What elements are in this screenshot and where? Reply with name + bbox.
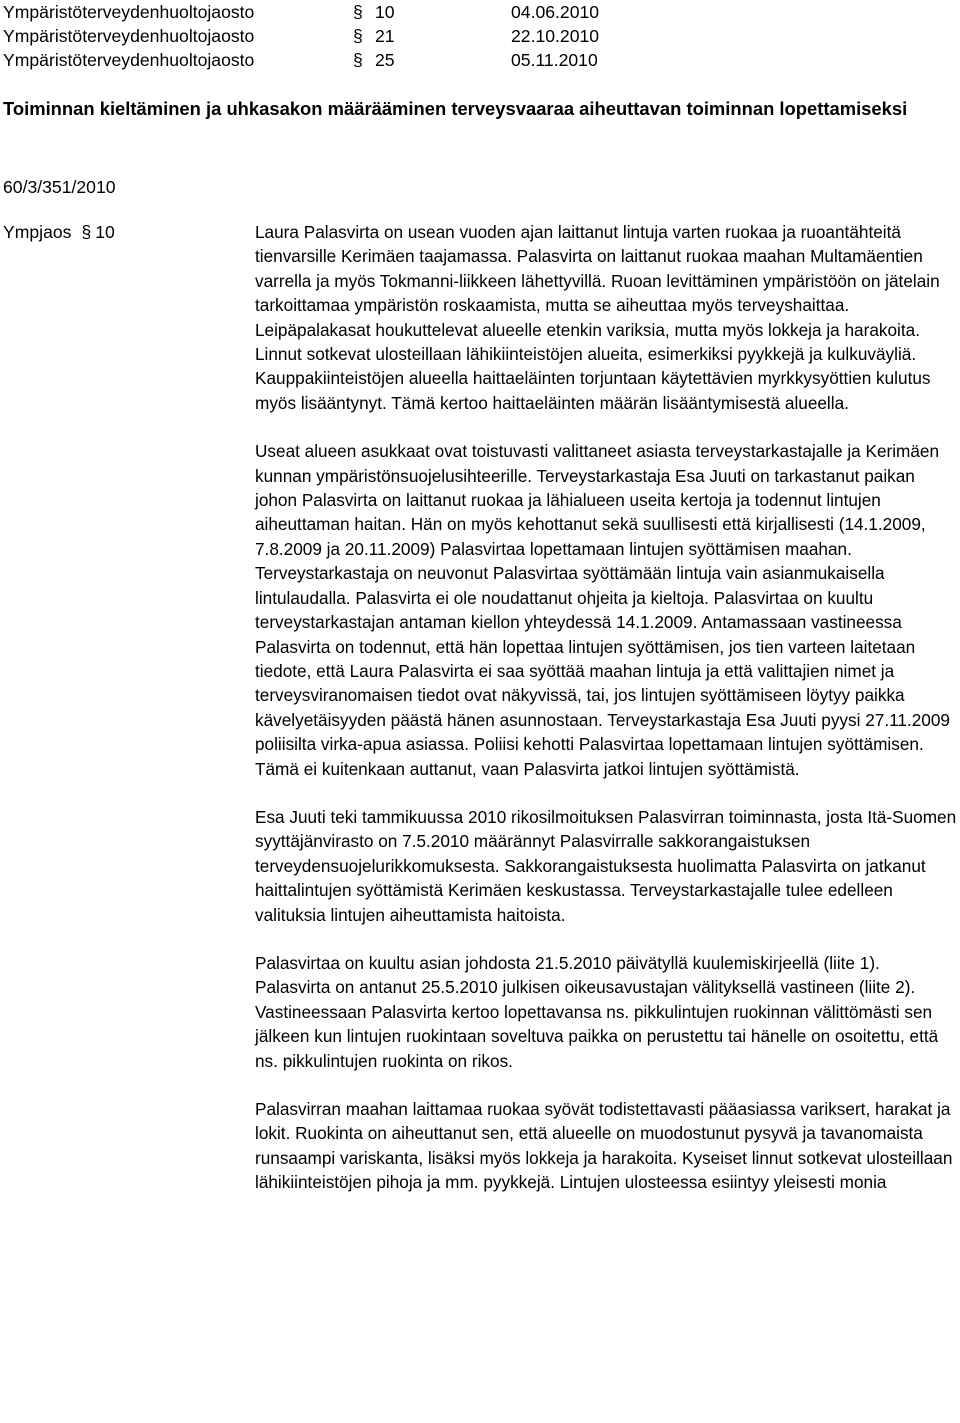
body-paragraph: Esa Juuti teki tammikuussa 2010 rikosilmoituksen Palasvirran toiminnasta, josta Itä-Suomen syyttäjänvirasto on 7.5.2010 määrännyt Palasvirralle sakkorangaistuksen terveydensuojelurikkomuksesta. Sakkorangaistuksesta huolimatta Palasvirta on jatkanut haittalintujen syöttämistä Kerimäen keskustassa. Terveystarkastajalle tulee edelleen valituksia lintujen aiheuttamista haitoista. [255, 806, 957, 925]
header-body-name: Ympäristöterveydenhuoltojaosto [3, 2, 255, 22]
section-label [3, 220, 115, 244]
header-date: 05.11.2010 [511, 50, 598, 70]
header-body-name: Ympäristöterveydenhuoltojaosto [3, 26, 255, 46]
header-body-name: Ympäristöterveydenhuoltojaosto [3, 50, 255, 70]
document-body [255, 220, 957, 1219]
section-symbol: § [353, 26, 363, 46]
section-symbol: § [353, 2, 363, 22]
header-section-number: 10 [375, 2, 395, 22]
section-symbol: § [81, 222, 92, 242]
case-number: 60/3/351/2010 [3, 177, 116, 197]
section-number: 10 [95, 222, 115, 242]
document-title: Toiminnan kieltäminen ja uhkasakon määrääminen terveysvaaraa aiheuttavan toiminnan lopettamiseksi [3, 98, 908, 119]
section-label-text: Ympjaos [3, 222, 72, 242]
header-section-number: 25 [375, 50, 395, 70]
header-date: 04.06.2010 [511, 2, 600, 22]
body-paragraph: Palasvirran maahan laittamaa ruokaa syövät todistettavasti pääasiassa variksert, harakat ja lokit. Ruokinta on aiheuttanut sen, että alueelle on muodostunut pysyvä ja tavanomaista runsaampi variskanta, lisäksi myös lokkeja ja harakoita. Kyseiset linnut sotkevat ulosteillaan lähikiinteistöjen pihoja ja mm. pyykkejä. Lintujen ulosteessa esiintyy yleisesti monia [255, 1099, 953, 1193]
section-symbol: § [353, 50, 363, 70]
body-paragraph: Useat alueen asukkaat ovat toistuvasti valittaneet asiasta terveystarkastajalle ja Kerimäen kunnan ympäristönsuojelusihteerille. Terveystarkastaja Esa Juuti on tarkastanut paikan johon Palasvirta on laittanut ruokaa ja lähialueen useita kertoja ja todennut lintujen aiheuttaman haitan. Hän on myös kehottanut sekä suullisesti että kirjallisesti (14.1.2009, 7.8.2009 ja 20.11.2009) Palasvirtaa lopettamaan lintujen syöttämisen maahan. Terveystarkastaja on neuvonut Palasvirtaa syöttämään lintuja vain asianmukaisella lintulaudalla. Palasvirta ei ole noudattanut ohjeita ja kieltoja. Palasvirtaa on kuultu terveystarkastajan antaman kiellon yhteydessä 14.1.2009. Antamassaan vastineessa Palasvirta on todennut, että hän lopettaa lintujen syöttämisen, jos tien varteen laitetaan tiedote, että Laura Palasvirta ei saa syöttää maahan lintuja ja että valittajien nimet ja terveysviranomaisen tiedot ovat näkyvissä, tai, jos lintujen syöttämiseen löytyy paikka kävelyetäisyyden päästä hänen asunnostaan. Terveystarkastaja Esa Juuti pyysi 27.11.2009 poliisilta virka-apua asiassa. Poliisi kehotti Palasvirtaa lopettamaan lintujen syöttämisen. Tämä ei kuitenkaan auttanut, vaan Palasvirta jatkoi lintujen syöttämistä. [255, 441, 950, 779]
body-paragraph: Laura Palasvirta on usean vuoden ajan laittanut lintuja varten ruokaa ja ruoantähteitä tienvarsille Kerimäen taajamassa. Palasvirta on laittanut ruokaa maahan Multamäentien varrella ja myös Tokmanni-liikkeen lähettyvillä. Ruoan levittäminen ympäristöön on jätelain tarkoittamaa ympäristön roskaamista, mutta se aiheuttaa myös terveyshaittaa. Leipäpalakasat houkuttelevat alueelle etenkin variksia, mutta myös lokkeja ja harakoita. Linnut sotkevat ulosteillaan lähikiinteistöjen alueita, esimerkiksi pyykkejä ja kulkuväyliä. Kauppakiinteistöjen alueella haittaeläinten torjuntaan käytettävien myrkkysyöttien kulutus myös lisääntynyt. Tämä kertoo haittaeläinten määrän lisääntymisestä alueella. [255, 222, 940, 413]
header-date: 22.10.2010 [511, 26, 600, 46]
body-paragraph: Palasvirtaa on kuultu asian johdosta 21.5.2010 päivätyllä kuulemiskirjeellä (liite 1). Palasvirta on antanut 25.5.2010 julkisen oikeusavustajan välityksellä vastineen (liite 2). Vastineessaan Palasvirta kertoo lopettavansa ns. pikkulintujen ruokinnan välittömästi sen jälkeen kun lintujen ruokintaan soveltuva paikka on perustettu tai hänelle on osoitettu, että ns. pikkulintujen ruokinta on rikos. [255, 952, 939, 1071]
header-section-number: 21 [375, 26, 395, 46]
